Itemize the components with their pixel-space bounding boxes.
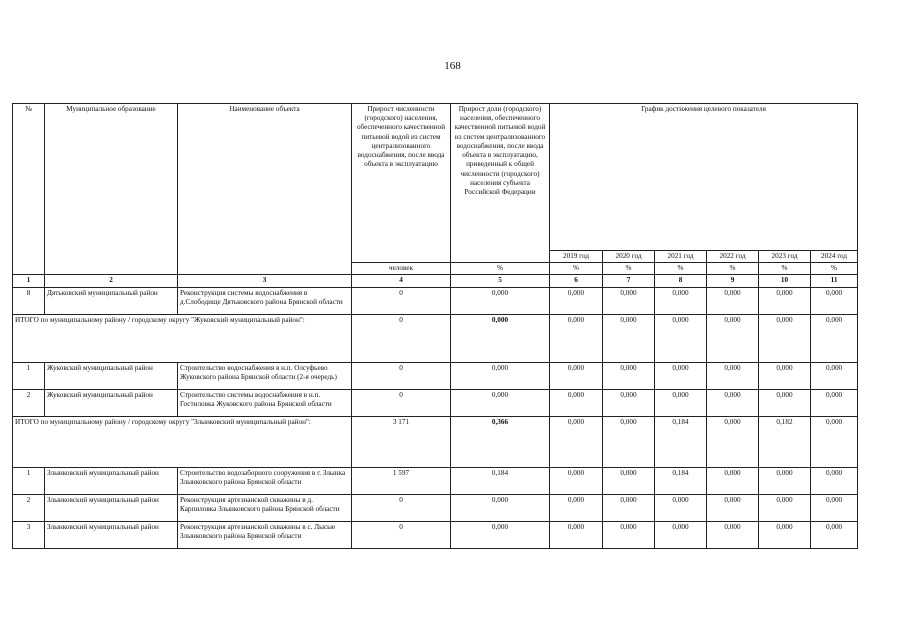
- row-year-value: 0,000: [811, 521, 858, 548]
- row-number: 2: [13, 389, 45, 416]
- row-year-value: 0,000: [811, 494, 858, 521]
- column-number: 5: [451, 275, 550, 287]
- row-year-value: 0,000: [811, 389, 858, 416]
- row-year-value: 0,000: [707, 416, 759, 467]
- row-population: 0: [352, 389, 451, 416]
- column-number: 4: [352, 275, 451, 287]
- row-municipality: Дятьковский муниципальный район: [45, 287, 178, 314]
- row-year-value: 0,000: [707, 287, 759, 314]
- row-year-value: 0,000: [707, 389, 759, 416]
- row-object: Строительство системы водоснабжения в н.п. Гостиловка Жуковского района Брянской области: [178, 389, 352, 416]
- table-row: [13, 389, 858, 416]
- row-municipality: Злынковский муниципальный район: [45, 467, 178, 494]
- unit-percent: %: [759, 263, 811, 275]
- row-year-value: 0,000: [759, 287, 811, 314]
- row-number: 8: [13, 287, 45, 314]
- header-year: 2020 год: [603, 251, 655, 263]
- row-number: 3: [13, 521, 45, 548]
- row-year-value: 0,000: [655, 494, 707, 521]
- row-year-value: 0,000: [603, 314, 655, 362]
- column-number: 6: [550, 275, 603, 287]
- row-year-value: 0,000: [759, 314, 811, 362]
- unit-percent: %: [603, 263, 655, 275]
- row-object: Строительство водоснабжения в н.п. Олсуфьево Жуковского района Брянской области (2-я очередь): [178, 362, 352, 389]
- row-year-value: 0,000: [707, 314, 759, 362]
- page-number: 168: [444, 60, 461, 72]
- row-share: 0,000: [451, 494, 550, 521]
- row-year-value: 0,000: [550, 416, 603, 467]
- row-year-value: 0,000: [759, 389, 811, 416]
- row-year-value: 0,000: [603, 287, 655, 314]
- row-share: 0,184: [451, 467, 550, 494]
- row-year-value: 0,000: [550, 494, 603, 521]
- row-object: Реконструкция системы водоснабжения в д.Слободище Дятьковского района Брянской области: [178, 287, 352, 314]
- header-share-growth: Прирост доли (городского) населения, обеспеченного качественной питьевой водой из систем централизованного водоснабжения, после ввода объекта в эксплуатацию, приведенный к общей численности (городского) населения субъекта Российской Федерации: [451, 104, 550, 263]
- header-year: 2019 год: [550, 251, 603, 263]
- column-number: 2: [45, 275, 178, 287]
- row-year-value: 0,000: [707, 494, 759, 521]
- column-numbers-row: [13, 275, 858, 287]
- row-year-value: 0,000: [655, 362, 707, 389]
- row-year-value: 0,000: [550, 362, 603, 389]
- row-year-value: 0,000: [707, 362, 759, 389]
- row-year-value: 0,000: [759, 521, 811, 548]
- row-share: 0,000: [451, 521, 550, 548]
- row-year-value: 0,000: [759, 494, 811, 521]
- row-year-value: 0,000: [759, 362, 811, 389]
- header-population-growth: Прирост численности (городского) населения, обеспеченного качественной питьевой водой из систем централизованного водоснабжения, после ввода объекта в эксплуатацию: [352, 104, 451, 263]
- row-year-value: 0,000: [811, 467, 858, 494]
- table-row: [13, 287, 858, 314]
- column-number: 1: [13, 275, 45, 287]
- target-indicator-table: [12, 103, 858, 549]
- unit-percent: %: [655, 263, 707, 275]
- row-year-value: 0,000: [550, 314, 603, 362]
- row-population: 0: [352, 362, 451, 389]
- row-year-value: 0,000: [603, 362, 655, 389]
- row-municipality: Жуковский муниципальный район: [45, 362, 178, 389]
- row-share: 0,000: [451, 287, 550, 314]
- row-share: 0,000: [451, 362, 550, 389]
- row-object: Строительство водозаборного сооружения в г. Злынка Злынковского района Брянской области: [178, 467, 352, 494]
- header-year: 2021 год: [655, 251, 707, 263]
- column-number: 7: [603, 275, 655, 287]
- row-year-value: 0,000: [707, 521, 759, 548]
- row-year-value: 0,184: [655, 467, 707, 494]
- row-share: 0,000: [451, 389, 550, 416]
- row-year-value: 0,000: [550, 287, 603, 314]
- row-year-value: 0,000: [655, 521, 707, 548]
- header-year: 2023 год: [759, 251, 811, 263]
- row-municipality: Жуковский муниципальный район: [45, 389, 178, 416]
- row-year-value: 0,000: [655, 287, 707, 314]
- row-year-value: 0,000: [811, 362, 858, 389]
- column-number: 9: [707, 275, 759, 287]
- row-year-value: 0,000: [603, 389, 655, 416]
- row-year-value: 0,000: [603, 521, 655, 548]
- row-year-value: 0,000: [550, 521, 603, 548]
- row-year-value: 0,000: [603, 494, 655, 521]
- row-year-value: 0,000: [811, 287, 858, 314]
- row-year-value: 0,000: [603, 467, 655, 494]
- header-object: Наименование объекта: [178, 104, 352, 275]
- total-population: 3 171: [352, 416, 451, 467]
- row-number: 2: [13, 494, 45, 521]
- unit-percent: %: [707, 263, 759, 275]
- row-year-value: 0,000: [603, 416, 655, 467]
- row-year-value: 0,000: [811, 416, 858, 467]
- row-population: 0: [352, 494, 451, 521]
- header-municipality: Муниципальное образование: [45, 104, 178, 275]
- row-municipality: Злынковский муниципальный район: [45, 521, 178, 548]
- row-municipality: Злынковский муниципальный район: [45, 494, 178, 521]
- row-object: Реконструкция артезианской скважины в с. Лысые Злынковского района Брянской области: [178, 521, 352, 548]
- column-number: 11: [811, 275, 858, 287]
- total-label: ИТОГО по муниципальному району / городскому округу "Злынковский муниципальный район":: [13, 416, 352, 467]
- row-number: 1: [13, 362, 45, 389]
- table-row: [13, 494, 858, 521]
- total-population: 0: [352, 314, 451, 362]
- row-year-value: 0,000: [550, 389, 603, 416]
- row-object: Реконструкция артезианской скважины в д. Карпиловка Злынковского района Брянской области: [178, 494, 352, 521]
- unit-percent: %: [550, 263, 603, 275]
- total-row: [13, 416, 858, 467]
- total-share: 0,000: [451, 314, 550, 362]
- total-label: ИТОГО по муниципальному району / городскому округу "Жуковский муниципальный район":: [13, 314, 352, 362]
- total-row: [13, 314, 858, 362]
- row-year-value: 0,000: [811, 314, 858, 362]
- total-share: 0,366: [451, 416, 550, 467]
- row-population: 1 597: [352, 467, 451, 494]
- unit-percent: %: [451, 263, 550, 275]
- row-year-value: 0,000: [759, 467, 811, 494]
- column-number: 3: [178, 275, 352, 287]
- row-number: 1: [13, 467, 45, 494]
- header-row: [13, 104, 858, 251]
- row-population: 0: [352, 287, 451, 314]
- unit-people: человек: [352, 263, 451, 275]
- header-schedule: График достижения целевого показателя: [550, 104, 858, 251]
- table-row: [13, 521, 858, 548]
- table-row: [13, 362, 858, 389]
- row-year-value: 0,184: [655, 416, 707, 467]
- table-row: [13, 467, 858, 494]
- header-year: 2024 год: [811, 251, 858, 263]
- row-year-value: 0,000: [550, 467, 603, 494]
- column-number: 10: [759, 275, 811, 287]
- row-year-value: 0,000: [655, 314, 707, 362]
- header-year: 2022 год: [707, 251, 759, 263]
- header-no: №: [13, 104, 45, 275]
- unit-percent: %: [811, 263, 858, 275]
- row-year-value: 0,182: [759, 416, 811, 467]
- row-year-value: 0,000: [655, 389, 707, 416]
- row-population: 0: [352, 521, 451, 548]
- column-number: 8: [655, 275, 707, 287]
- row-year-value: 0,000: [707, 467, 759, 494]
